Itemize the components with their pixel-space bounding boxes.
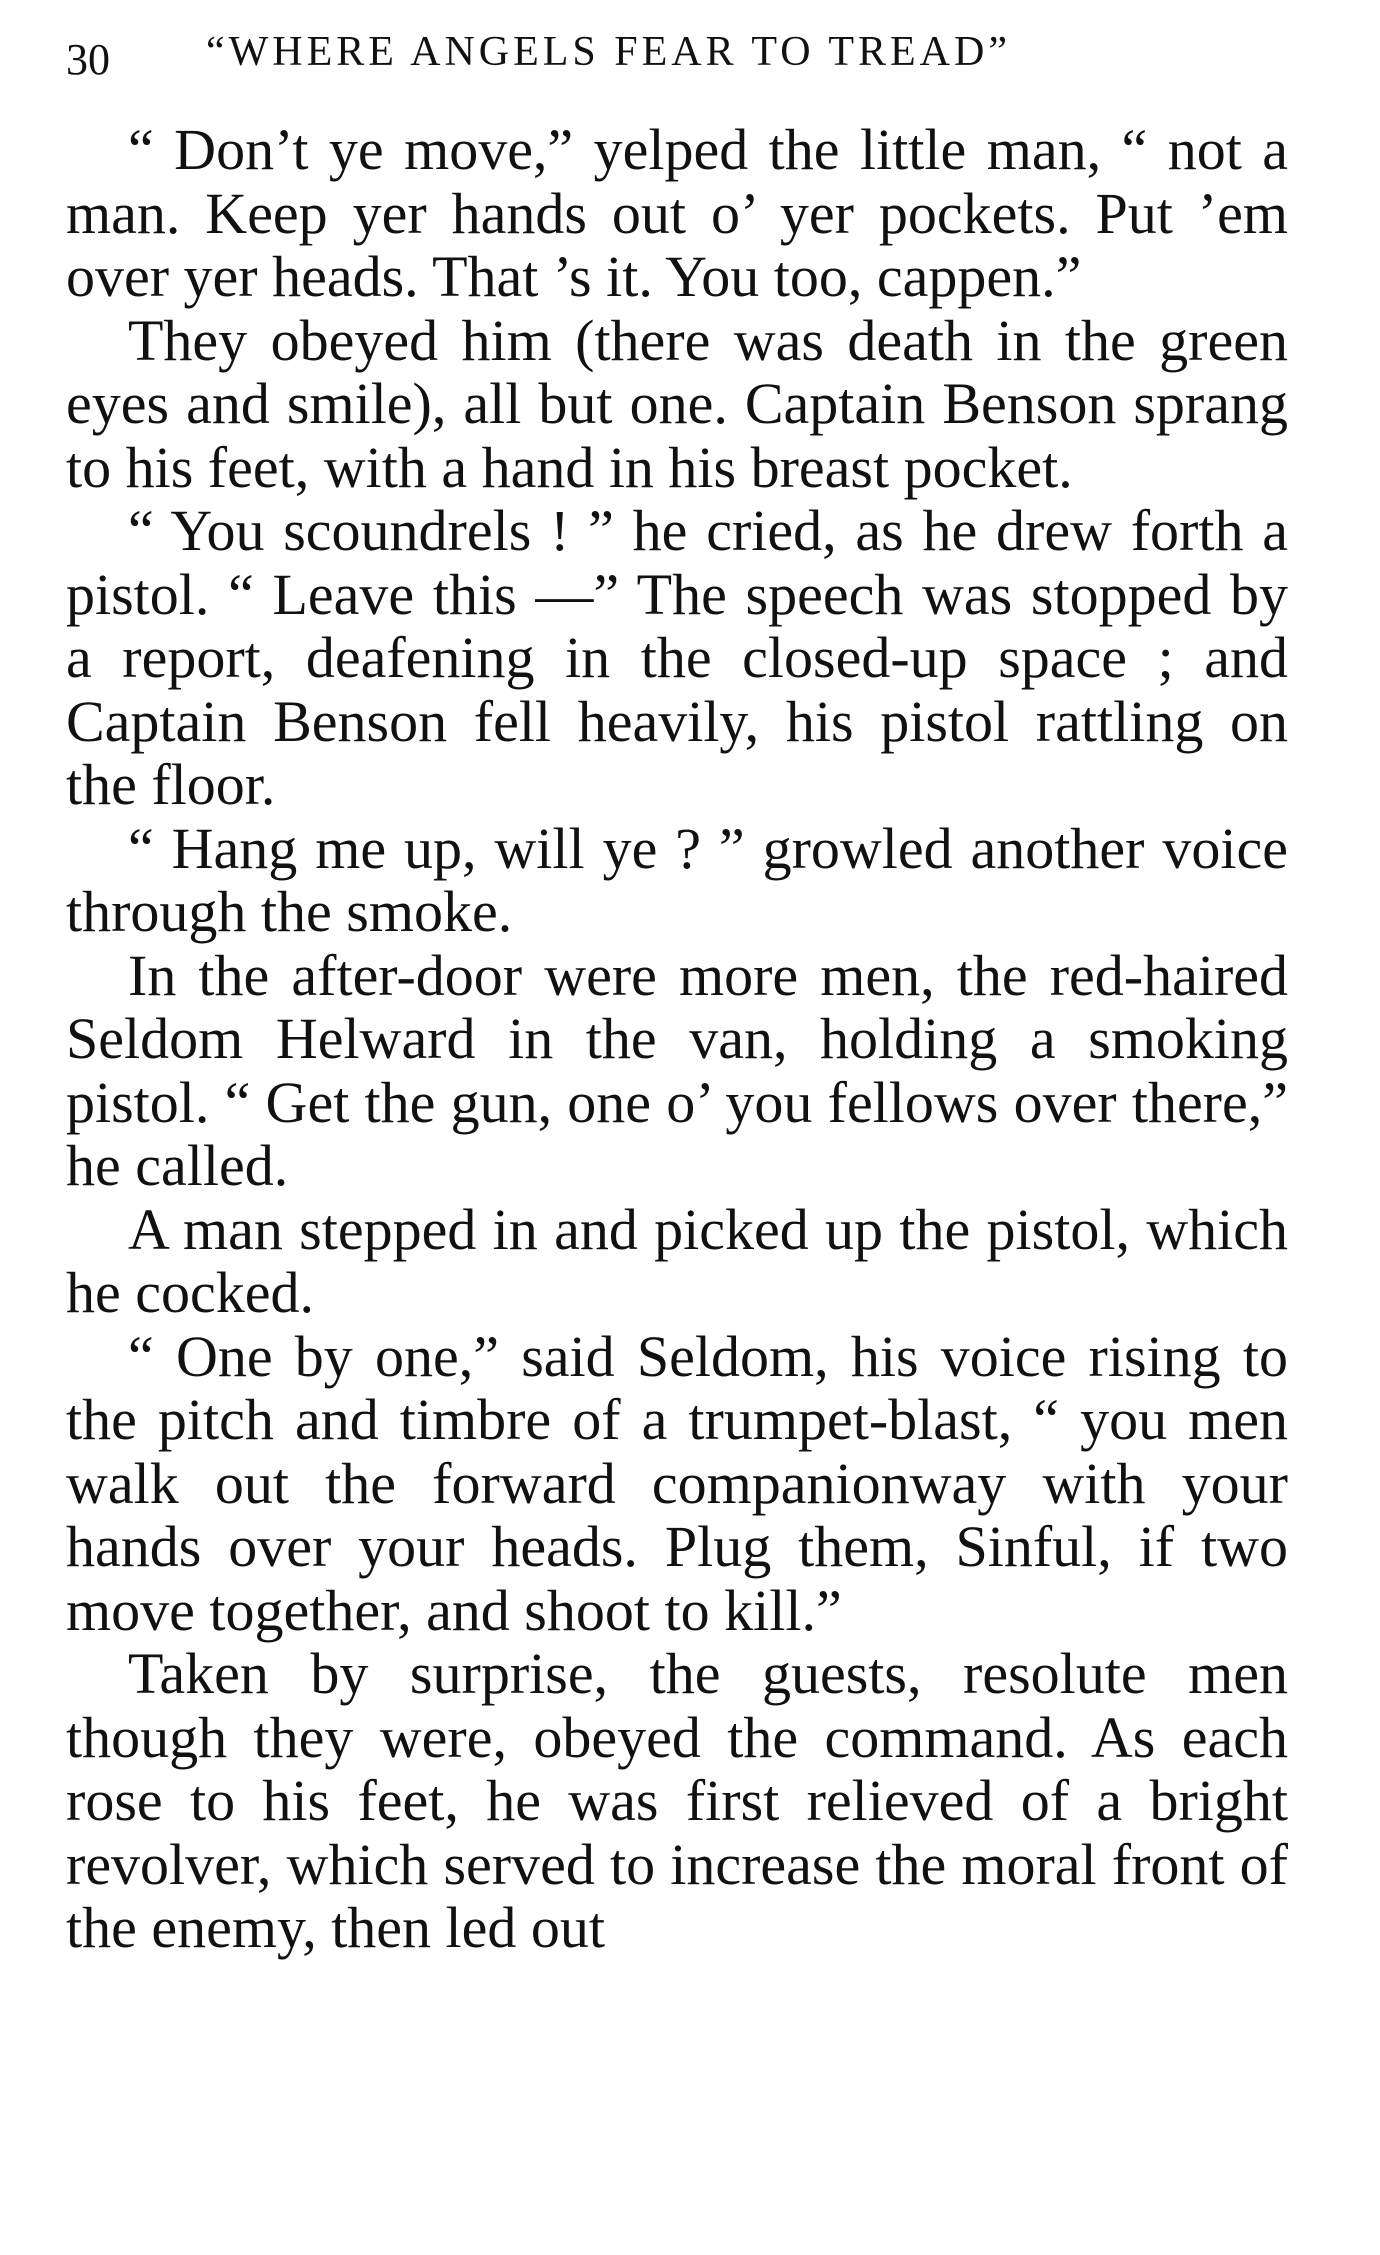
- paragraph: Taken by surprise, the guests, resolute men though they were, obeyed the command. As each rose to his feet, he was first relieved of a bright revolver, which served to increase the moral front of the enemy, then led out: [66, 1641, 1288, 1960]
- paragraph: “ You scoundrels ! ” he cried, as he drew forth a pistol. “ Leave this —” The speech was stopped by a report, deafening in the closed-up space ; and Captain Benson fell heavily, his pistol rattling on the floor.: [66, 498, 1288, 817]
- paragraph: They obeyed him (there was death in the green eyes and smile), all but one. Captain Benson sprang to his feet, with a hand in his breast pocket.: [66, 307, 1288, 500]
- paragraph: “ Don’t ye move,” yelped the little man, “ not a man. Keep yer hands out o’ yer pockets. Put ’em over yer heads. That ’s it. You too, cappen.”: [66, 117, 1288, 309]
- running-head: [66, 22, 1288, 82]
- paragraph: “ Hang me up, will ye ? ” growled another voice through the smoke.: [66, 815, 1288, 944]
- paragraph: In the after-door were more men, the red-haired Seldom Helward in the van, holding a smoking pistol. “ Get the gun, one o’ you fellows over there,” he called.: [66, 942, 1288, 1198]
- book-page: [66, 0, 1288, 2255]
- paragraph: A man stepped in and picked up the pistol, which he cocked.: [66, 1196, 1288, 1325]
- body-text: [66, 118, 1288, 1960]
- paragraph: “ One by one,” said Seldom, his voice rising to the pitch and timbre of a trumpet-blast, “ you men walk out the forward companionway with your hands over your heads. Plug them, Sinful, if two move together, and shoot to kill.”: [66, 1323, 1288, 1643]
- page-number: 30: [66, 35, 110, 84]
- running-title: “WHERE ANGELS FEAR TO TREAD”: [206, 29, 1011, 75]
